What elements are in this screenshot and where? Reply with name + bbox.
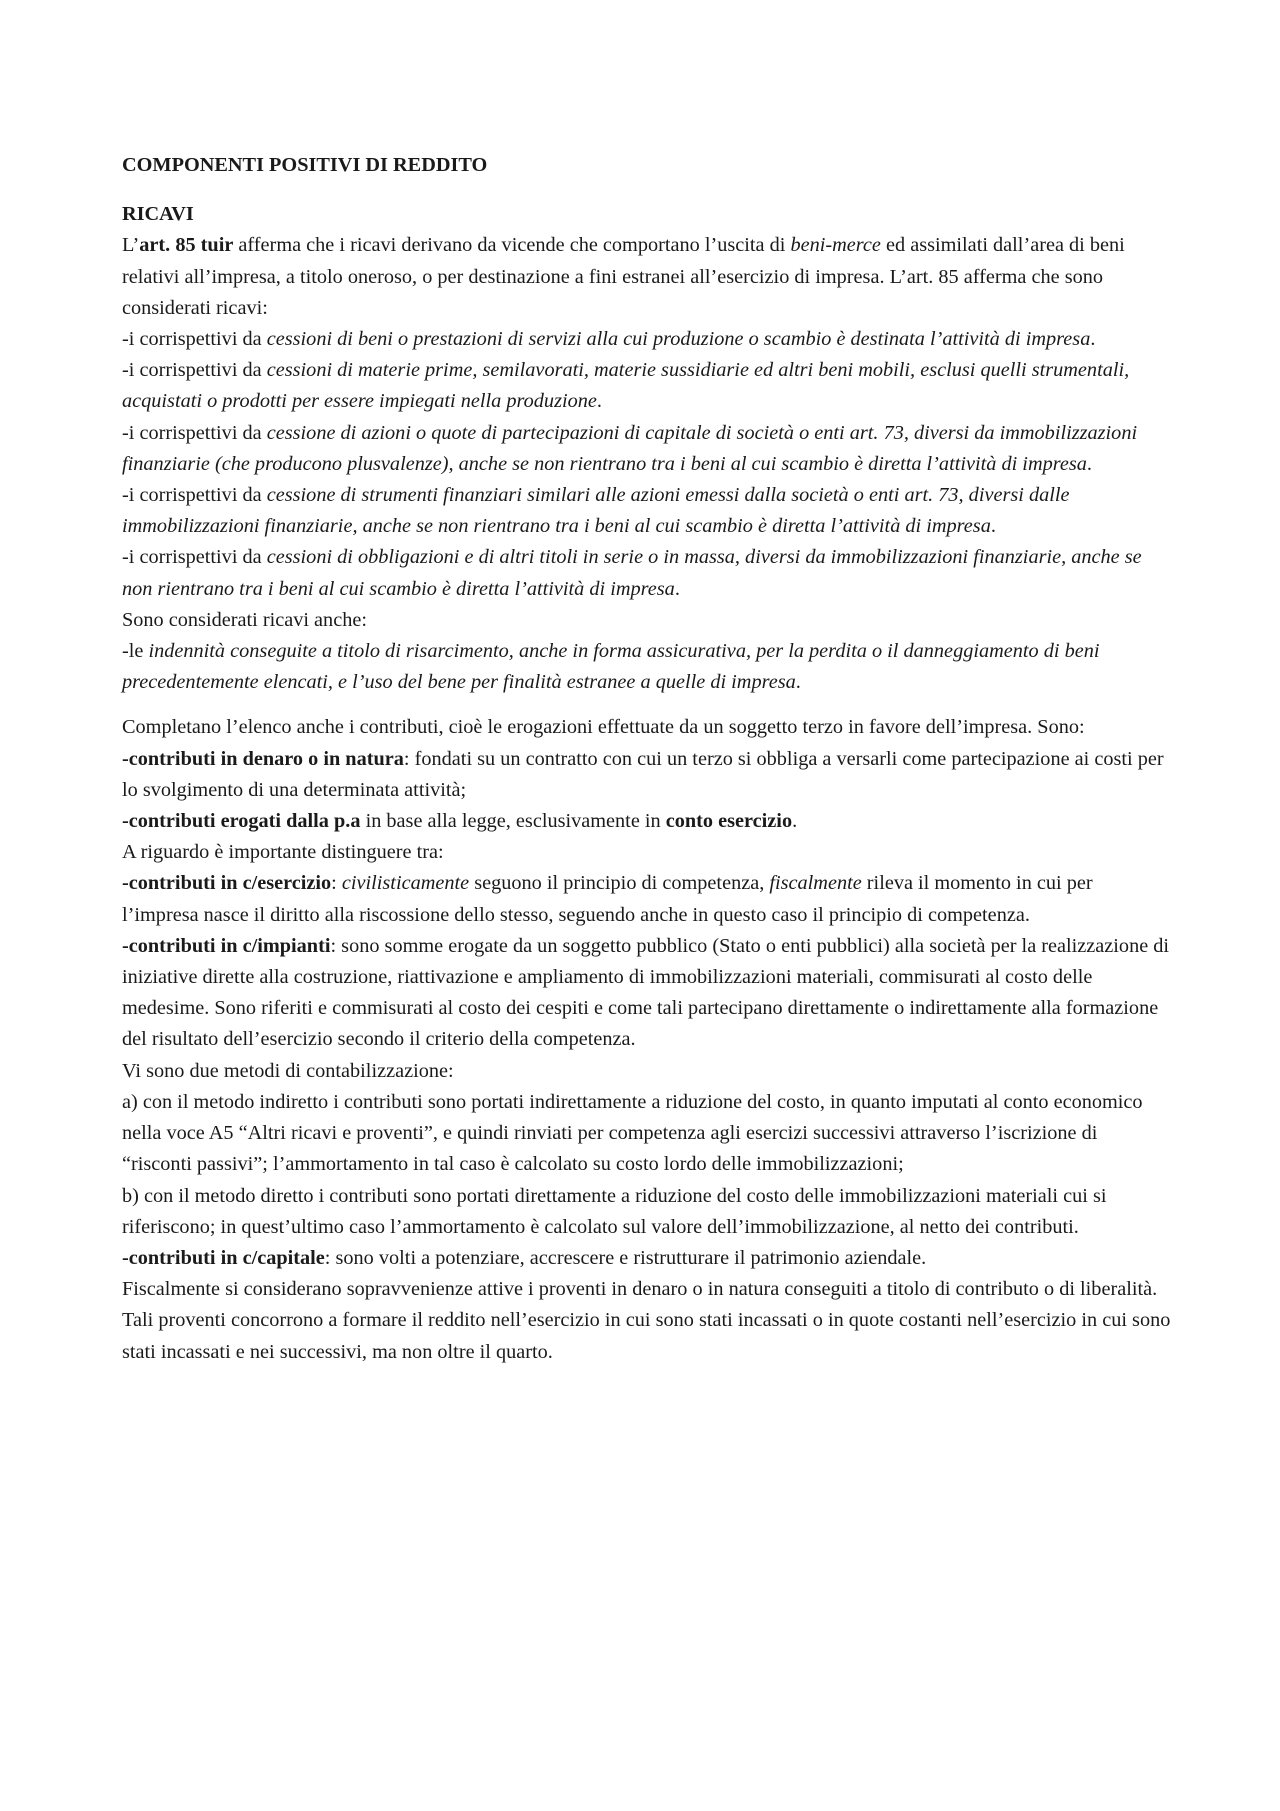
also-considered-label: Sono considerati ricavi anche:	[122, 608, 367, 631]
list-item-indennita: -le indennità conseguite a titolo di risarcimento, anche in forma assicurativa, per la perdita o il danneggiamento di beni precedentemente elencati, e l’uso del bene per finalità estranee a quelle di impresa.	[122, 640, 1100, 694]
method-a: a) con il metodo indiretto i contributi sono portati indirettamente a riduzione del costo, in quanto imputati al conto economico nella voce A5 “Altri ricavi e proventi”, e quindi rinviati per competenza agli esercizi successivi attraverso l’iscrizione di “risconti passivi”; l’ammortamento in tal caso è calcolato su costo lordo delle immobilizzazioni;	[122, 1090, 1143, 1176]
list-item-contrib-pa: -contributi erogati dalla p.a in base alla legge, esclusivamente in conto esercizio.	[122, 810, 798, 833]
methods-intro: Vi sono due metodi di contabilizzazione:	[122, 1059, 454, 1082]
list-item: -i corrispettivi da cessione di azioni o quote di partecipazioni di capitale di società o enti art. 73, diversi da immobilizzazioni finanziarie (che producono plusvalenze), anche se non rientrano tra i beni al cui scambio è diretta l’attività di impresa.	[122, 421, 1138, 475]
list-item-contrib-impianti: -contributi in c/impianti: sono somme erogate da un soggetto pubblico (Stato o enti pubblici) alla società per la realizzazione di iniziative dirette alla costruzione, riattivazione e ampliamento di immobilizzazioni materiali, commisurati al costo delle medesime. Sono riferiti e commisurati al costo dei cespiti e come tali partecipano direttamente o indirettamente alla formazione del risultato dell’esercizio secondo il criterio della competenza.	[122, 934, 1170, 1051]
art-reference: art. 85 tuir	[139, 234, 234, 257]
distinguish-label: A riguardo è importante distinguere tra:	[122, 841, 444, 864]
list-item-contrib-esercizio: -contributi in c/esercizio: civilisticamente seguono il principio di competenza, fiscalmente rileva il momento in cui per l’impresa nasce il diritto alla riscossione dello stesso, seguendo anche in questo caso il principio di competenza.	[122, 872, 1093, 926]
fiscal-note: Fiscalmente si considerano sopravvenienze attive i proventi in denaro o in natura conseguiti a titolo di contributo o di liberalità. Tali proventi concorrono a formare il reddito nell’esercizio in cui sono stati incassati o in quote costanti nell’esercizio in cui sono stati incassati e nei successivi, ma non oltre il quarto.	[122, 1278, 1171, 1363]
section-heading-ricavi: RICAVI	[122, 203, 194, 226]
document-page	[122, 150, 1172, 1368]
method-b: b) con il metodo diretto i contributi sono portati direttamente a riduzione del costo delle immobilizzazioni materiali cui si riferiscono; in quest’ultimo caso l’ammortamento è calcolato sul valore dell’immobilizzazione, al netto dei contributi.	[122, 1184, 1107, 1238]
list-item: -i corrispettivi da cessione di strumenti finanziari similari alle azioni emessi dalla società o enti art. 73, diversi dalle immobilizzazioni finanziarie, anche se non rientrano tra i beni al cui scambio è diretta l’attività di impresa.	[122, 484, 1070, 538]
document-title: COMPONENTI POSITIVI DI REDDITO	[122, 154, 488, 176]
list-item-contrib-denaro: -contributi in denaro o in natura: fondati su un contratto con cui un terzo si obbliga a versarli come partecipazione ai costi per lo svolgimento di una determinata attività;	[122, 747, 1164, 801]
list-item: -i corrispettivi da cessioni di obbligazioni e di altri titoli in serie o in massa, diversi da immobilizzazioni finanziarie, anche se non rientrano tra i beni al cui scambio è diretta l’attività di impresa.	[122, 546, 1142, 600]
list-item: -i corrispettivi da cessioni di materie prime, semilavorati, materie sussidiarie ed altri beni mobili, esclusi quelli strumentali, acquistati o prodotti per essere impiegati nella produzione.	[122, 359, 1130, 413]
list-item: -i corrispettivi da cessioni di beni o prestazioni di servizi alla cui produzione o scambio è destinata l’attività di impresa.	[122, 328, 1096, 351]
list-item-contrib-capitale: -contributi in c/capitale: sono volti a potenziare, accrescere e ristrutturare il patrimonio aziendale.	[122, 1246, 927, 1269]
intro-paragraph: L’art. 85 tuir afferma che i ricavi derivano da vicende che comportano l’uscita di beni-merce ed assimilati dall’area di beni relativi all’impresa, a titolo oneroso, o per destinazione a fini estranei all’esercizio di impresa. L’art. 85 afferma che sono considerati ricavi:	[122, 234, 1125, 319]
contributi-intro: Completano l’elenco anche i contributi, cioè le erogazioni effettuate da un soggetto terzo in favore dell’impresa. Sono:	[122, 716, 1085, 739]
